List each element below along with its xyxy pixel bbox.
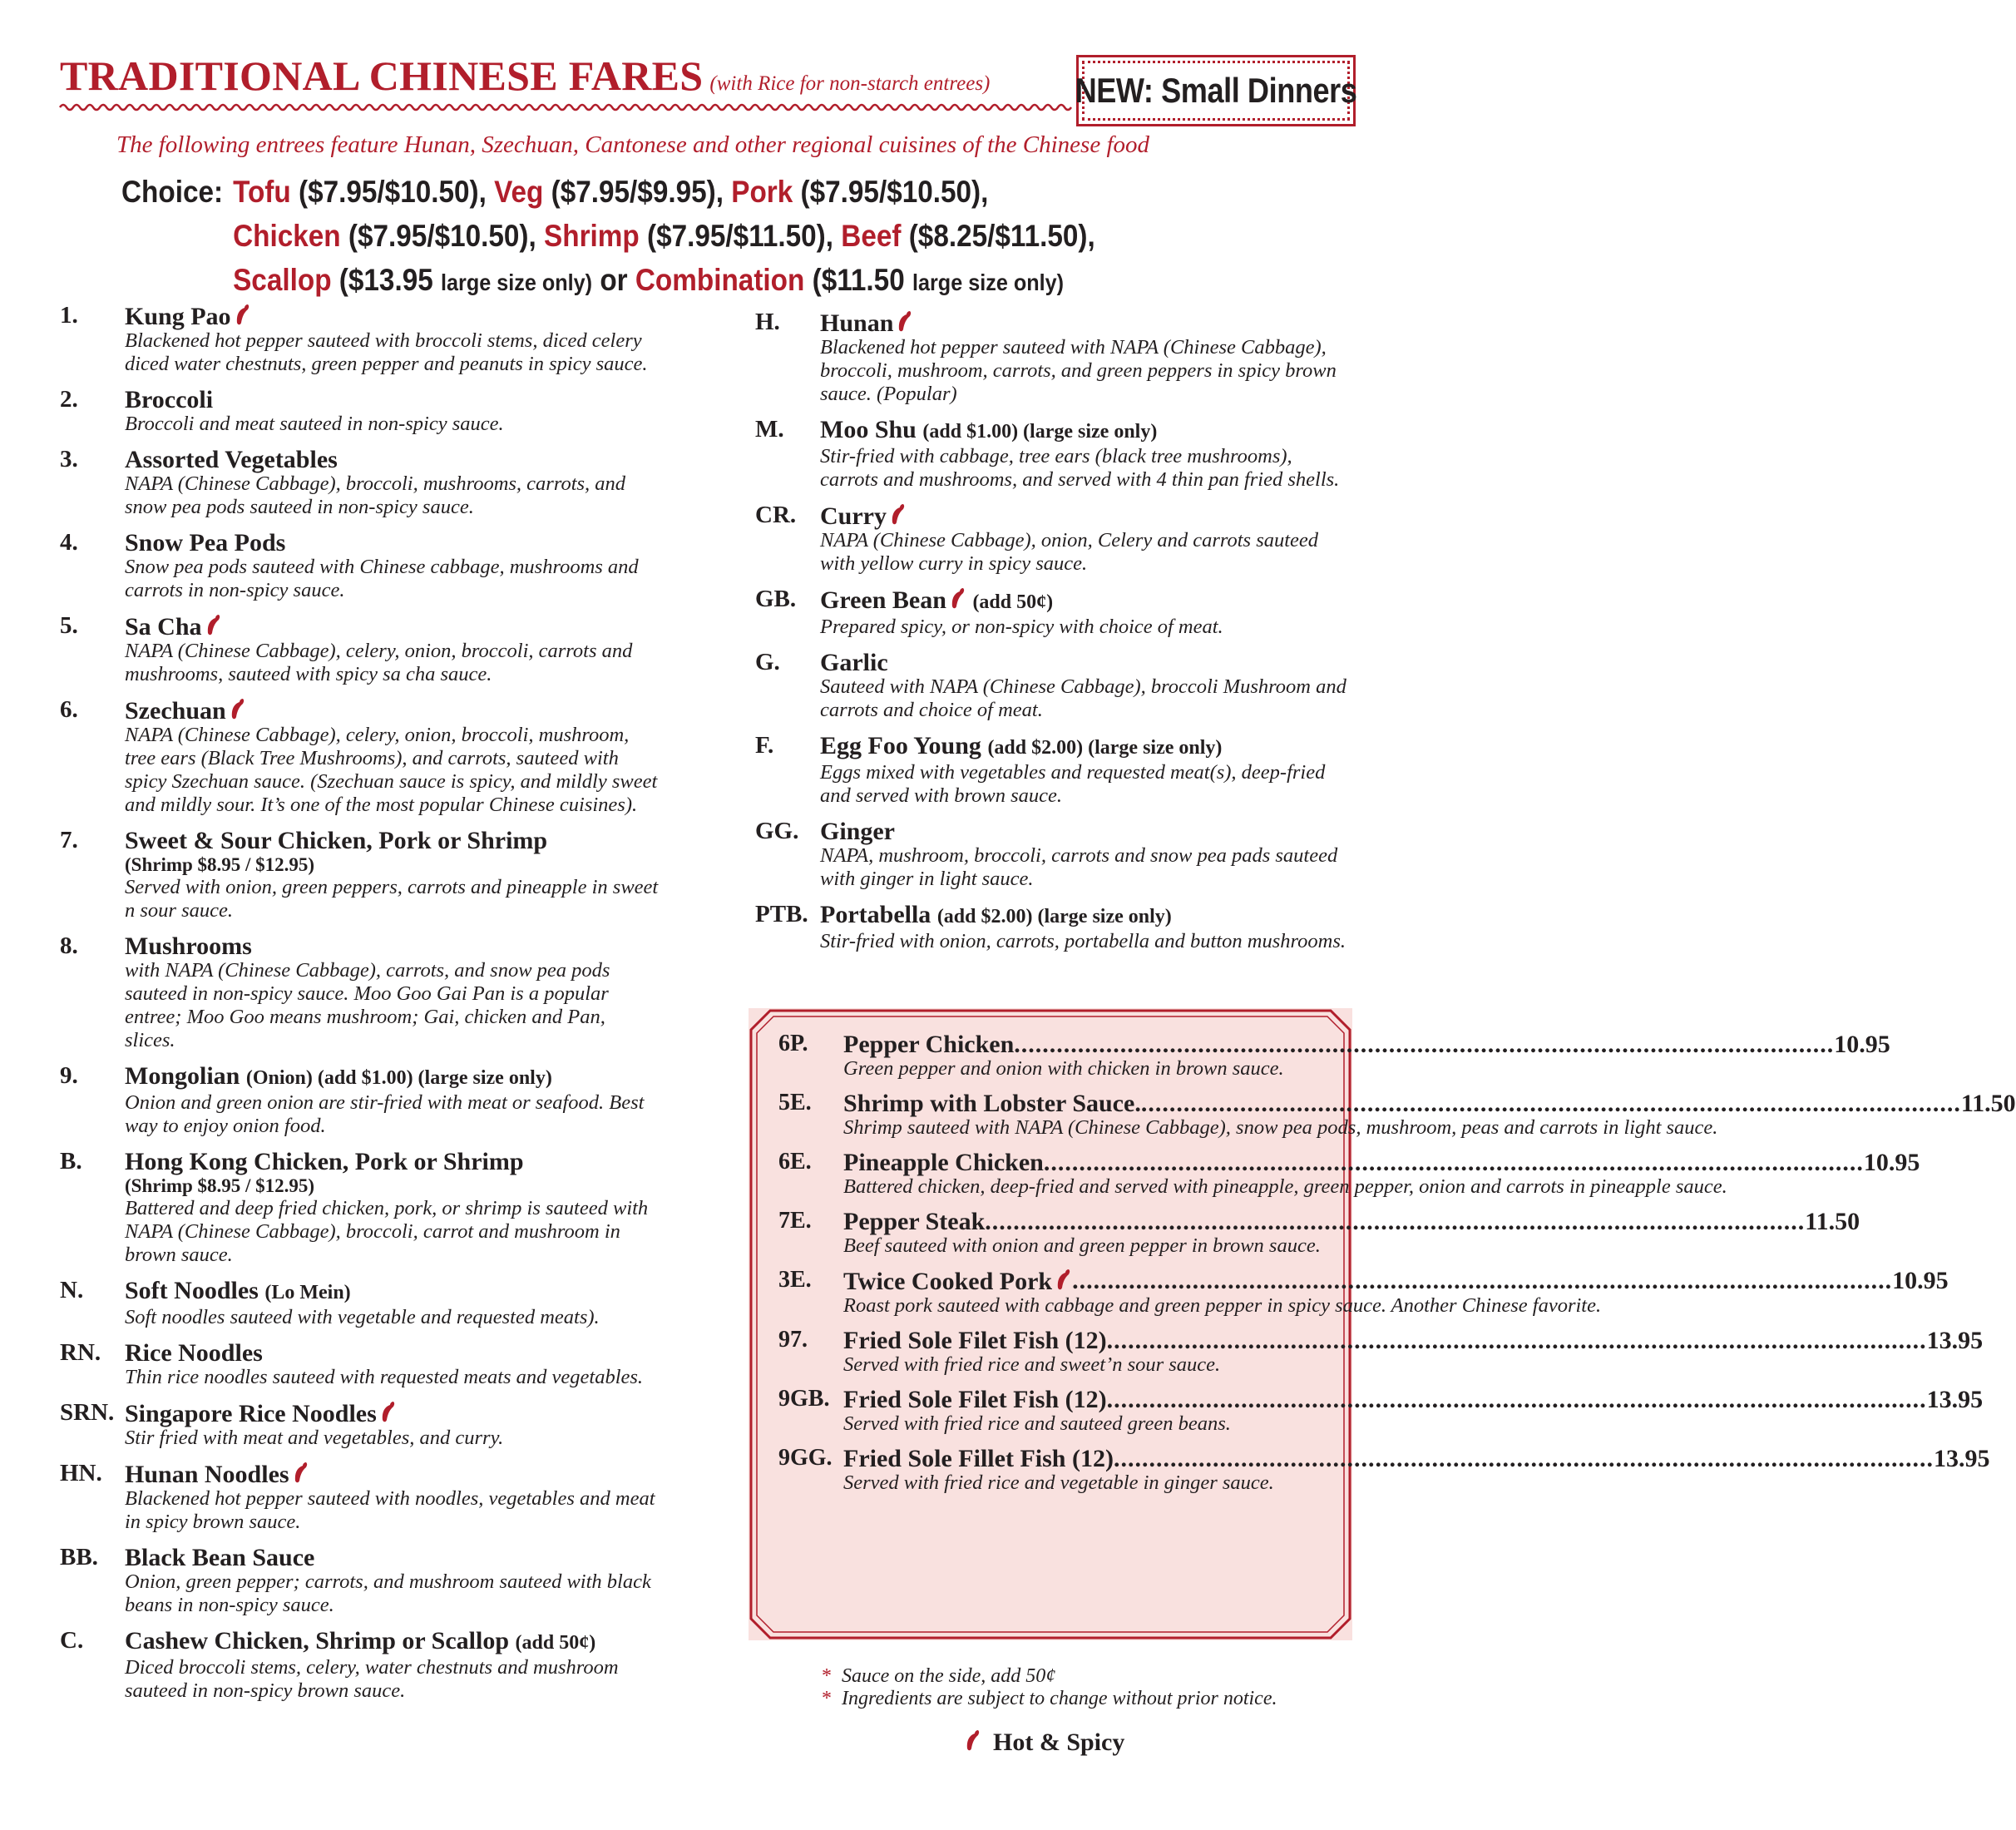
item-code: 7. (60, 827, 78, 853)
choice-meat: Combination (635, 263, 805, 297)
menu-item (60, 1545, 659, 1617)
choice-row-2 (121, 214, 1095, 258)
item-code: 8. (60, 932, 78, 959)
special-name-line (843, 1150, 1920, 1175)
menu-subtitle: (with Rice for non-starch entrees) (709, 72, 991, 95)
item-body (820, 733, 1354, 808)
chili-pepper-icon (205, 613, 222, 636)
item-extra: (add $1.00) (large size only) (922, 421, 1158, 443)
special-description: Battered chicken, deep-fried and served with pineapple, green pepper, onion and carrots in pineapple sauce. (843, 1175, 1727, 1198)
item-description: Diced broccoli stems, celery, water chestnuts and mushroom sauteed in non-spicy brown sauce. (125, 1656, 619, 1702)
choice-meat: Beef (841, 219, 902, 253)
special-code: 6E. (778, 1149, 812, 1175)
special-body (843, 1209, 1860, 1258)
footnote: * Ingredients are subject to change without prior notice. (822, 1688, 1277, 1709)
item-description: Eggs mixed with vegetables and requested meat(s), deep-fried and served with brown sauce. (820, 761, 1326, 807)
menu-item (60, 1149, 659, 1267)
item-description: Blackened hot pepper sauteed with noodles, vegetables and meat in spicy brown sauce. (125, 1487, 655, 1533)
item-name: Moo Shu (820, 416, 917, 443)
item-body (125, 933, 659, 1052)
decorative-wave-divider (60, 101, 1066, 113)
intro-text: The following entrees feature Hunan, Szechuan, Cantonese and other regional cuisines of the Chinese food (116, 131, 1150, 158)
item-name-line (820, 902, 1354, 930)
special-description: Beef sauteed with onion and green pepper in brown sauce. (843, 1234, 1321, 1257)
item-description: with NAPA (Chinese Cabbage), carrots, and snow pea pods sauteed in non-spicy sauce. Moo Goo Gai Pan is a popular entree; Moo Goo means mushroom; Gai, chicken and Pan, slices. (125, 959, 610, 1051)
choice-price: ($7.95/$10.50), (800, 175, 989, 209)
item-name-line (820, 586, 1354, 616)
item-name: Broccoli (125, 386, 214, 413)
choice-price: ($8.25/$11.50), (908, 219, 1095, 253)
item-name: Hunan Noodles (125, 1461, 289, 1488)
item-name-line (125, 1628, 659, 1656)
left-menu-column (60, 303, 659, 1714)
menu-item (60, 447, 659, 519)
item-description: Soft noodles sauteed with vegetable and requested meats). (125, 1306, 600, 1328)
item-name-line (125, 530, 659, 556)
item-name: Ginger (820, 818, 895, 845)
menu-item (755, 586, 1354, 639)
item-name: Curry (820, 502, 887, 530)
item-name: Hong Kong Chicken, Pork or Shrimp (125, 1148, 524, 1175)
special-name-line (843, 1328, 1983, 1353)
item-extra: (Onion) (add $1.00) (large size only) (245, 1067, 552, 1089)
item-name-line (125, 1340, 659, 1366)
item-code: GG. (755, 818, 799, 844)
item-body (125, 1461, 659, 1534)
special-name: Fried Sole Fillet Fish (12) (843, 1445, 1114, 1472)
item-name-line (125, 828, 659, 853)
choice-price: ($13.95 (338, 263, 433, 297)
special-body (843, 1446, 1989, 1495)
item-description: Served with onion, green peppers, carrots and pineapple in sweet n sour sauce. (125, 876, 659, 922)
item-name: Portabella (820, 901, 931, 928)
item-name: Rice Noodles (125, 1339, 263, 1367)
item-body (125, 447, 659, 519)
item-description: Blackened hot pepper sauteed with NAPA (Chinese Cabbage), broccoli, mushroom, carrots, and green peppers in spicy brown sauce. (Popular) (820, 336, 1337, 405)
special-body (843, 1268, 1949, 1318)
chili-pepper-icon (897, 309, 913, 333)
item-code: GB. (755, 586, 797, 612)
item-description: NAPA (Chinese Cabbage), onion, Celery and carrots sauteed with yellow curry in spicy sauce. (820, 529, 1319, 575)
item-name-line (125, 387, 659, 413)
item-body (820, 586, 1354, 639)
choice-row-1 (121, 170, 1095, 214)
item-body (125, 303, 659, 376)
item-description: Thin rice noodles sauteed with requested meats and vegetables. (125, 1366, 644, 1388)
item-body (125, 387, 659, 436)
choice-price: ($7.95/$10.50), (299, 175, 487, 209)
item-extra: (add $2.00) (large size only) (936, 906, 1172, 927)
special-price: 10.95 (1863, 1149, 1920, 1176)
special-body (843, 1387, 1983, 1436)
item-name-line (125, 697, 659, 724)
special-description: Served with fried rice and vegetable in ginger sauce. (843, 1471, 1274, 1494)
item-description: NAPA, mushroom, broccoli, carrots and snow pea pads sauteed with ginger in light sauce. (820, 844, 1338, 890)
right-menu-column (755, 309, 1354, 964)
item-code: BB. (60, 1544, 98, 1570)
item-name: Soft Noodles (125, 1277, 259, 1304)
leader-dots (985, 1209, 1805, 1234)
item-code: 4. (60, 529, 78, 556)
item-name: Hunan (820, 309, 894, 337)
choice-price-note: large size only) (912, 270, 1065, 295)
choice-label: Choice: (121, 175, 224, 209)
item-name-line (125, 447, 659, 472)
item-name: Szechuan (125, 697, 226, 725)
item-subprice: (Shrimp $8.95 / $12.95) (125, 1175, 315, 1196)
new-small-dinners-badge (1076, 55, 1356, 126)
choice-meat: Tofu (233, 175, 291, 209)
special-item (778, 1327, 1984, 1377)
menu-item (755, 819, 1354, 891)
menu-item (755, 733, 1354, 808)
menu-item (755, 650, 1354, 722)
item-code: PTB. (755, 901, 808, 927)
special-name-line (843, 1209, 1860, 1234)
leader-dots (1107, 1387, 1927, 1412)
item-code: M. (755, 416, 784, 443)
special-item (778, 1386, 1984, 1436)
item-name: Sa Cha (125, 613, 202, 640)
menu-item (755, 309, 1354, 406)
item-code: F. (755, 732, 774, 759)
item-body (820, 502, 1354, 576)
item-name-line (125, 933, 659, 959)
menu-item (755, 417, 1354, 492)
item-name: Garlic (820, 649, 888, 676)
item-body (820, 417, 1354, 492)
special-name: Pepper Chicken (843, 1031, 1015, 1058)
item-code: 6. (60, 696, 78, 723)
item-description: Stir-fried with cabbage, tree ears (black tree mushrooms), carrots and mushrooms, and served with 4 thin pan fried shells. (820, 445, 1340, 491)
choice-meat: Veg (494, 175, 544, 209)
choice-price: ($7.95/$10.50), (348, 219, 536, 253)
special-name-line (843, 1387, 1983, 1412)
leader-dots (1014, 1031, 1834, 1057)
special-code: 5E. (778, 1090, 812, 1115)
menu-item (60, 1340, 659, 1389)
special-price: 10.95 (1892, 1267, 1949, 1294)
item-description: Prepared spicy, or non-spicy with choice of meat. (820, 616, 1223, 638)
menu-item (60, 530, 659, 602)
choice-row-3 (121, 258, 1095, 304)
item-description: Broccoli and meat sauteed in non-spicy sauce. (125, 413, 504, 435)
item-code: N. (60, 1277, 84, 1303)
choice-price: ($11.50 (812, 263, 905, 297)
special-description: Green pepper and onion with chicken in brown sauce. (843, 1057, 1284, 1080)
new-badge-label: NEW: Small Dinners (1075, 71, 1357, 110)
special-name-line (843, 1091, 2016, 1116)
menu-item (60, 933, 659, 1052)
item-code: RN. (60, 1339, 101, 1366)
menu-header (60, 52, 1075, 100)
item-extra: (add 50¢) (972, 591, 1054, 613)
leader-dots (1114, 1446, 1934, 1471)
item-body (820, 650, 1354, 722)
special-code: 97. (778, 1327, 808, 1353)
special-description: Roast pork sauteed with cabbage and green pepper in spicy sauce. Another Chinese favorite. (843, 1294, 1602, 1317)
menu-item (60, 1278, 659, 1329)
item-name-line (125, 303, 659, 329)
menu-item (60, 387, 659, 436)
item-description: Snow pea pods sauteed with Chinese cabbage, mushrooms and carrots in non-spicy sauce. (125, 556, 639, 601)
special-item (778, 1090, 2016, 1140)
leader-dots (1141, 1091, 1961, 1116)
item-name: Assorted Vegetables (125, 446, 338, 473)
footnote: * Sauce on the side, add 50¢ (822, 1665, 1056, 1687)
item-name-line (125, 1063, 659, 1091)
menu-item (60, 1400, 659, 1450)
menu-item (60, 1461, 659, 1534)
specials-list (778, 1031, 2016, 1505)
item-description: NAPA (Chinese Cabbage), broccoli, mushrooms, carrots, and snow pea pods sauteed in non-spicy sauce. (125, 472, 626, 518)
special-price: 13.95 (1926, 1386, 1984, 1413)
chili-pepper-icon (950, 586, 966, 610)
chili-pepper-icon (235, 303, 251, 326)
item-name-line (820, 417, 1354, 445)
item-name: Snow Pea Pods (125, 529, 286, 556)
item-body (820, 902, 1354, 953)
menu-item (60, 613, 659, 686)
item-name-line (820, 650, 1354, 675)
item-body (125, 613, 659, 686)
item-body (125, 828, 659, 922)
special-body (843, 1031, 1890, 1081)
leader-dots (1072, 1268, 1892, 1294)
special-name-line (843, 1446, 1989, 1471)
item-description: Blackened hot pepper sauteed with broccoli stems, diced celery diced water chestnuts, green pepper and peanuts in spicy sauce. (125, 329, 648, 375)
special-item (778, 1031, 1890, 1081)
item-code: 9. (60, 1062, 78, 1089)
item-body (125, 1149, 659, 1267)
item-name-line (820, 309, 1354, 336)
item-body (125, 530, 659, 602)
choice-meat: Chicken (233, 219, 341, 253)
item-body (125, 1278, 659, 1329)
menu-item (60, 303, 659, 376)
chili-pepper-icon (380, 1400, 397, 1423)
special-code: 6P. (778, 1031, 808, 1056)
menu-item (60, 828, 659, 922)
choice-meat: Shrimp (544, 219, 640, 253)
choice-or: or (600, 263, 628, 297)
item-code: B. (60, 1148, 82, 1175)
item-body (820, 819, 1354, 891)
chili-pepper-icon (230, 697, 246, 720)
special-description: Shrimp sauteed with NAPA (Chinese Cabbage), snow pea pods, mushroom, peas and carrots in light sauce. (843, 1116, 1718, 1139)
special-price: 11.50 (1960, 1090, 2016, 1117)
special-name: Pepper Steak (843, 1208, 986, 1235)
item-body (125, 1340, 659, 1389)
special-price: 10.95 (1834, 1031, 1890, 1058)
item-description: Stir-fried with onion, carrots, portabella and button mushrooms. (820, 930, 1346, 952)
item-code: 5. (60, 612, 78, 639)
menu-item (60, 1628, 659, 1703)
special-name-line (843, 1268, 1949, 1294)
item-code: 3. (60, 446, 78, 472)
item-description: NAPA (Chinese Cabbage), celery, onion, broccoli, carrots and mushrooms, sauteed with spicy sa cha sauce. (125, 640, 633, 685)
special-description: Served with fried rice and sweet’n sour sauce. (843, 1353, 1221, 1376)
special-price: 11.50 (1805, 1208, 1860, 1235)
special-code: 3E. (778, 1267, 812, 1293)
menu-title: TRADITIONAL CHINESE FARES (60, 52, 704, 99)
item-code: C. (60, 1627, 84, 1654)
special-body (843, 1150, 1920, 1199)
item-body (125, 1400, 659, 1450)
item-name-line (125, 613, 659, 640)
item-body (125, 1063, 659, 1138)
special-item (778, 1445, 1990, 1495)
item-description: Sauteed with NAPA (Chinese Cabbage), broccoli Mushroom and carrots and choice of meat. (820, 675, 1346, 721)
item-name-line (125, 1278, 659, 1306)
footnotes (822, 1665, 1277, 1710)
chili-pepper-icon (293, 1461, 309, 1484)
item-name: Cashew Chicken, Shrimp or Scallop (125, 1627, 510, 1654)
item-name: Mongolian (125, 1062, 240, 1090)
special-name: Twice Cooked Pork (843, 1268, 1072, 1294)
item-name-line (125, 1400, 659, 1427)
choice-price: ($7.95/$9.95), (551, 175, 724, 209)
leader-dots (1044, 1150, 1864, 1175)
item-code: H. (755, 309, 780, 335)
item-description: Battered and deep fried chicken, pork, or shrimp is sauteed with NAPA (Chinese Cabbage), broccoli, carrot and mushroom in brown sauce. (125, 1197, 649, 1266)
special-name: Pineapple Chicken (843, 1149, 1044, 1176)
choice-meat: Scallop (233, 263, 332, 297)
spicy-legend-label: Hot & Spicy (993, 1729, 1125, 1756)
meat-choice-block (121, 170, 1203, 304)
item-description: NAPA (Chinese Cabbage), celery, onion, broccoli, mushroom, tree ears (Black Tree Mushrooms), and carrots, sauteed with spicy Szechuan sauce. (Szechuan sauce is spicy, and mildly sweet and mildly sour. It’s one of the most popular Chinese cuisines). (125, 724, 658, 816)
special-name: Fried Sole Filet Fish (12) (843, 1327, 1107, 1354)
menu-item (755, 902, 1354, 953)
item-name-line (125, 1149, 659, 1175)
item-extra: (add 50¢) (515, 1632, 596, 1654)
special-name-line (843, 1031, 1890, 1057)
item-name-line (820, 502, 1354, 529)
special-price: 13.95 (1926, 1327, 1984, 1354)
item-code: CR. (755, 502, 797, 528)
item-body (125, 1628, 659, 1703)
item-code: 1. (60, 302, 78, 329)
choice-price: ($7.95/$11.50), (646, 219, 834, 253)
item-code: G. (755, 649, 780, 675)
special-item (778, 1267, 1949, 1318)
choice-meat: Pork (731, 175, 793, 209)
menu-item (60, 697, 659, 817)
spicy-legend (961, 1729, 1124, 1757)
special-code: 9GG. (778, 1445, 833, 1471)
item-name: Green Bean (820, 586, 946, 614)
chili-pepper-icon (965, 1729, 981, 1752)
item-body (820, 309, 1354, 406)
leader-dots (1107, 1328, 1927, 1353)
special-name: Fried Sole Filet Fish (12) (843, 1386, 1107, 1413)
item-name: Mushrooms (125, 932, 252, 960)
item-body (125, 697, 659, 817)
special-description: Served with fried rice and sauteed green beans. (843, 1412, 1231, 1435)
choice-price-note: large size only) (441, 270, 593, 295)
item-name: Egg Foo Young (820, 732, 981, 759)
special-item (778, 1149, 1920, 1199)
item-description: Onion and green onion are stir-fried with meat or seafood. Best way to enjoy onion food. (125, 1091, 645, 1137)
item-code: SRN. (60, 1399, 115, 1426)
item-extra: (add $2.00) (large size only) (987, 737, 1223, 759)
item-name: Singapore Rice Noodles (125, 1400, 377, 1427)
special-code: 7E. (778, 1208, 812, 1234)
item-name-line (820, 819, 1354, 844)
menu-item (60, 1063, 659, 1138)
item-description: Onion, green pepper; carrots, and mushroom sauteed with black beans in non-spicy sauce. (125, 1570, 651, 1616)
item-name-line (125, 1545, 659, 1570)
item-extra: (Lo Mein) (264, 1282, 351, 1303)
item-subprice: (Shrimp $8.95 / $12.95) (125, 854, 315, 875)
item-code: HN. (60, 1460, 102, 1486)
item-name: Black Bean Sauce (125, 1544, 315, 1571)
chili-pepper-icon (890, 502, 907, 526)
special-body (843, 1328, 1983, 1377)
special-code: 9GB. (778, 1386, 830, 1412)
item-name-line (820, 733, 1354, 761)
item-name: Kung Pao (125, 303, 231, 330)
special-price: 13.95 (1933, 1445, 1990, 1472)
item-description: Stir fried with meat and vegetables, and curry. (125, 1427, 504, 1449)
special-item (778, 1208, 1860, 1258)
item-code: 2. (60, 386, 78, 413)
special-name: Shrimp with Lobster Sauce. (843, 1090, 1141, 1117)
item-name: Sweet & Sour Chicken, Pork or Shrimp (125, 827, 548, 854)
special-body (843, 1091, 2016, 1140)
item-name-line (125, 1461, 659, 1487)
menu-item (755, 502, 1354, 576)
item-body (125, 1545, 659, 1617)
chili-pepper-icon (1055, 1268, 1072, 1291)
